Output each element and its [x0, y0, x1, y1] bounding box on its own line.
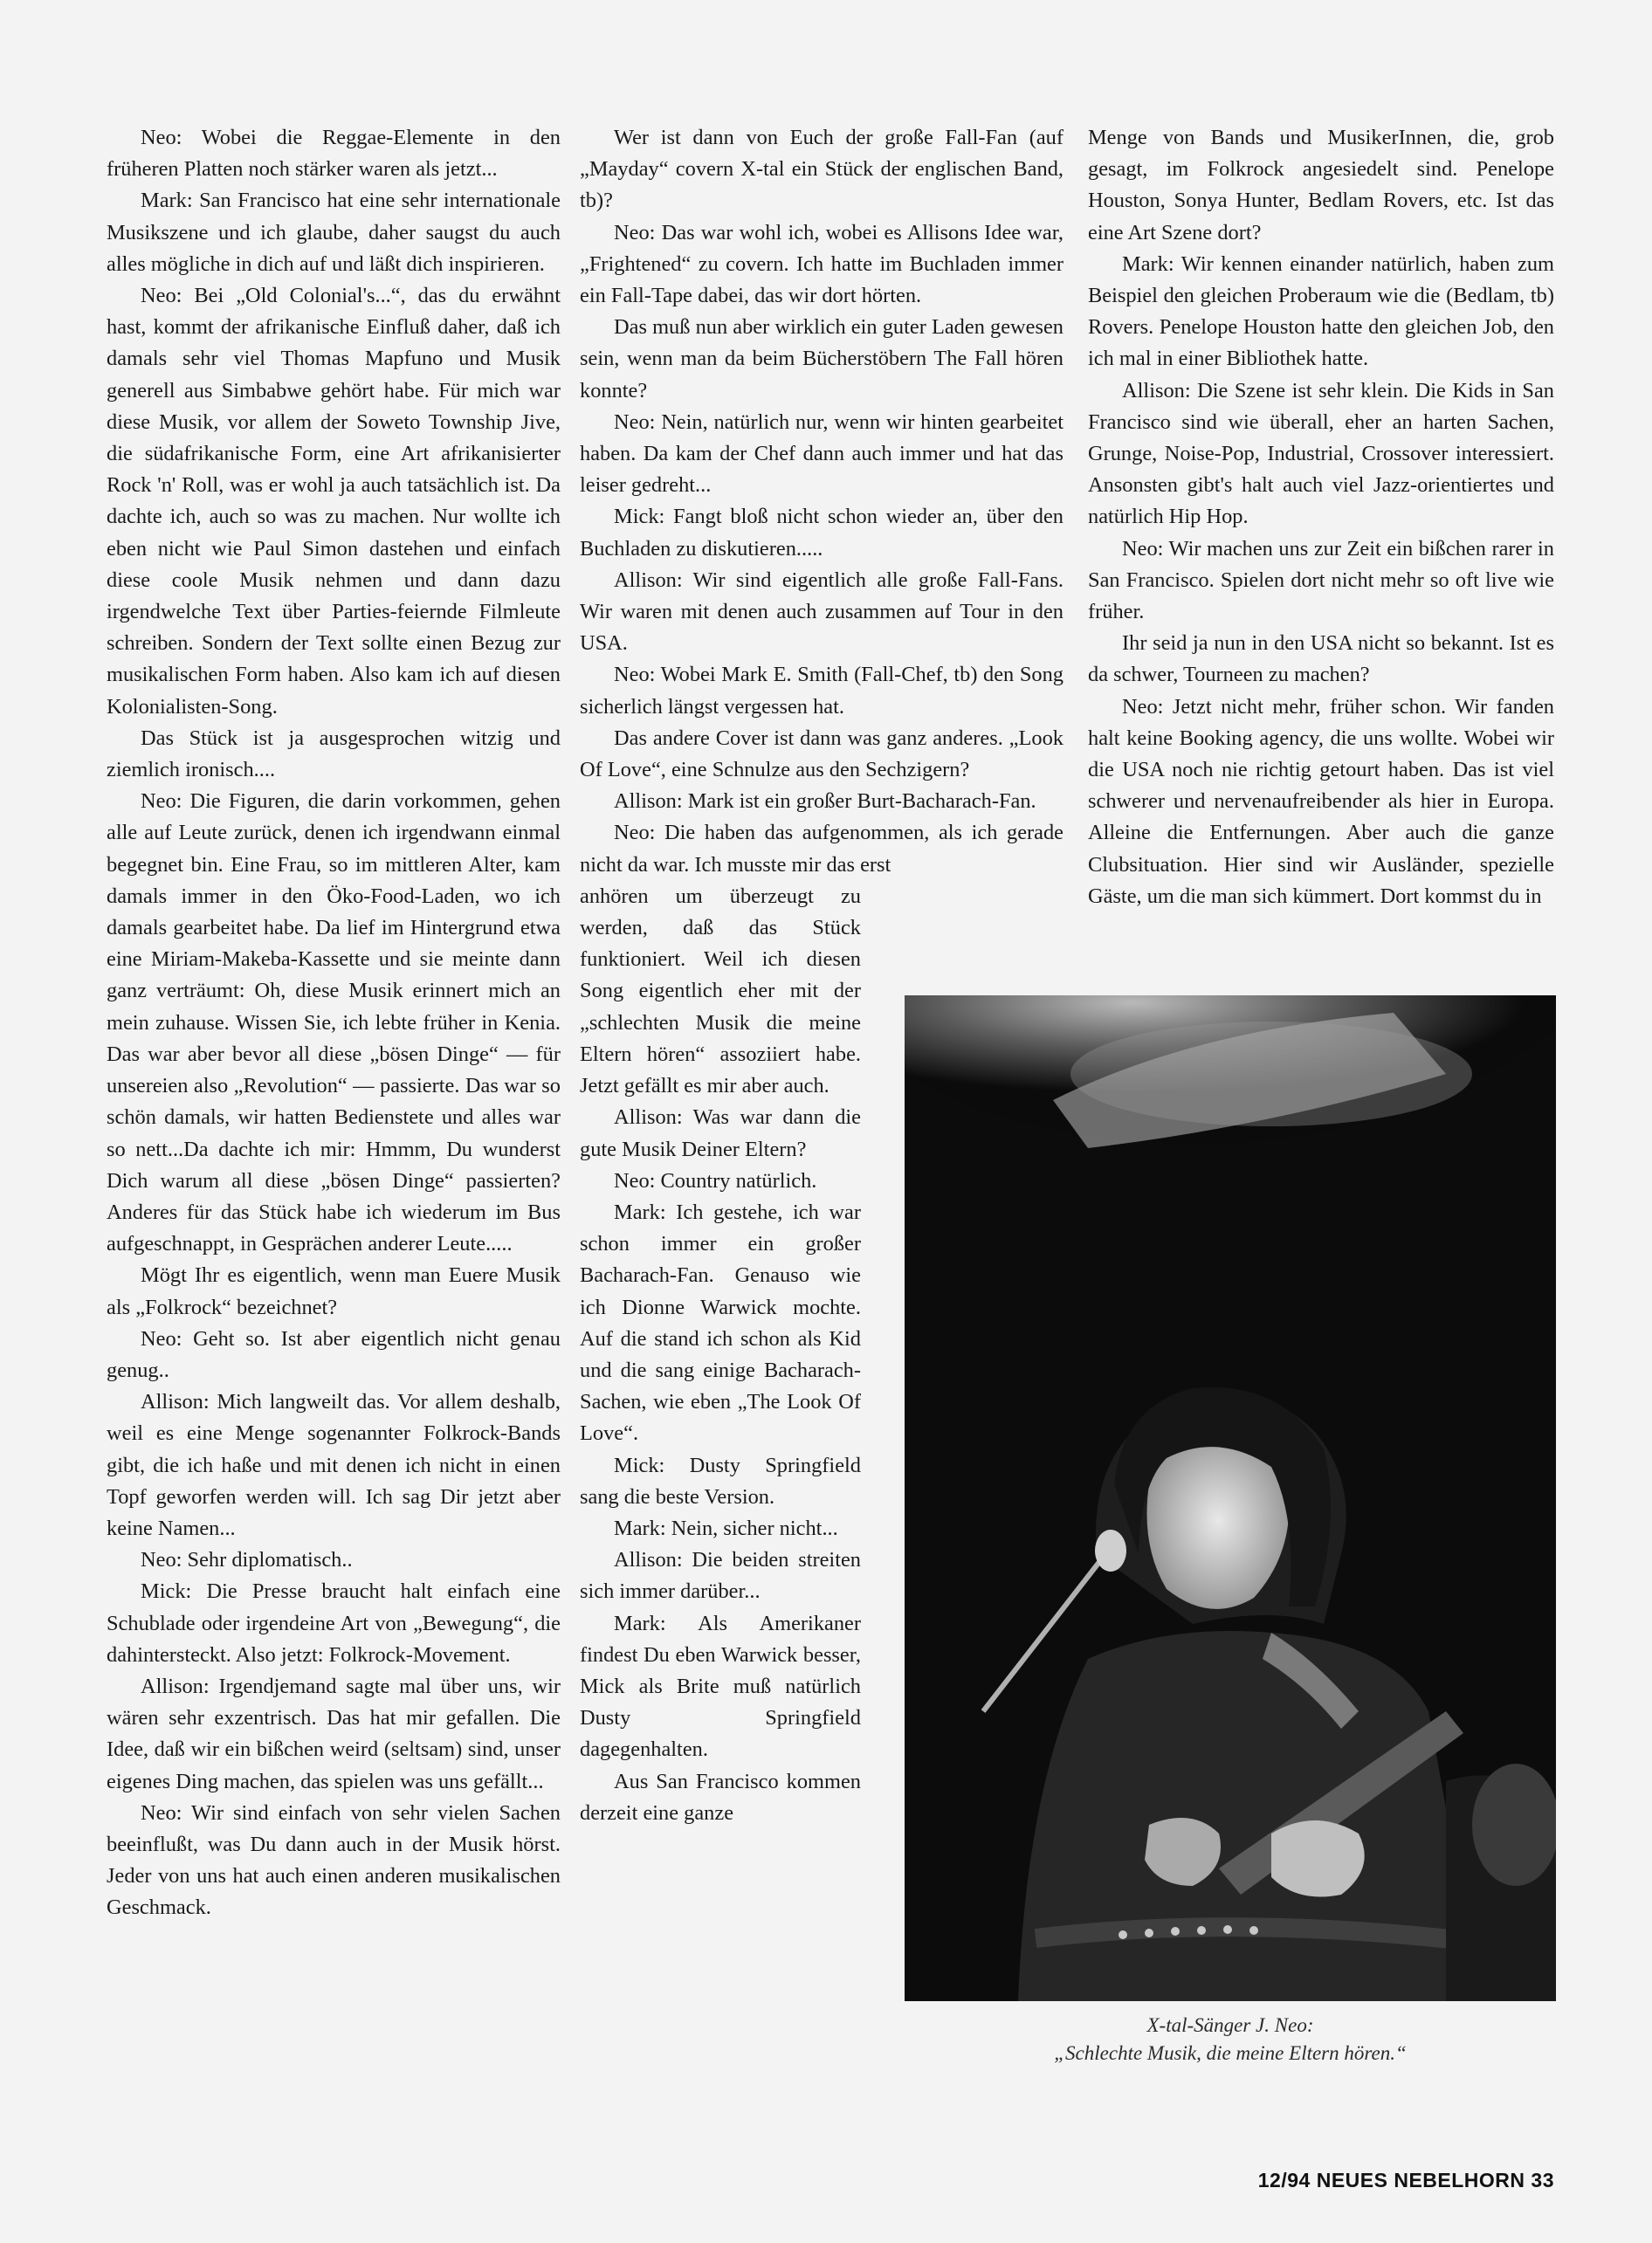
paragraph: Mögt Ihr es eigentlich, wenn man Euere Musik als „Folkrock“ bezeichnet? [107, 1263, 561, 1319]
paragraph: Neo: Country natürlich. [614, 1168, 817, 1193]
paragraph: Mark: Ich gestehe, ich war schon immer ein großer Bacharach-Fan. Genauso wie ich Dionne Warwick mochte. Auf die stand ich schon als Kid und die sang einige Bacharach-Sachen, wie eben „The Look Of Love“. [580, 1200, 861, 1446]
paragraph: Neo: Nein, natürlich nur, wenn wir hinten gearbeitet haben. Da kam der Chef dann auch immer und hat das leiser gedreht... [580, 409, 1063, 498]
paragraph: Ihr seid ja nun in den USA nicht so bekannt. Ist es da schwer, Tourneen zu machen? [1088, 631, 1554, 687]
paragraph: Mick: Dusty Springfield sang die beste Version. [580, 1453, 861, 1509]
paragraph: Aus San Francisco kommen derzeit eine ganze [580, 1769, 861, 1825]
paragraph: Mark: San Francisco hat eine sehr internationale Musikszene und ich glaube, daher saugst du auch alles mögliche in dich auf und läßt dich inspirieren. [107, 189, 561, 276]
paragraph: Neo: Geht so. Ist aber eigentlich nicht genau genug.. [107, 1326, 561, 1382]
paragraph: Mark: Als Amerikaner findest Du eben Warwick besser, Mick als Brite muß natürlich Dusty Springfield dagegenhalten. [580, 1611, 861, 1762]
paragraph: Neo: Die haben das aufgenommen, als ich gerade nicht da war. Ich musste mir das erst [580, 821, 1063, 877]
singer-photo-illustration [905, 995, 1556, 2001]
caption-line-1: X-tal-Sänger J. Neo: [1146, 2014, 1314, 2036]
paragraph: Allison: Mich langweilt das. Vor allem deshalb, weil es eine Menge sogenannter Folkrock-Bands gibt, die ich haße und mit denen ich nicht in einen Topf geworfen werden will. Ich sag Dir jetzt aber keine Namen... [107, 1390, 561, 1540]
paragraph: Allison: Wir sind eigentlich alle große Fall-Fans. Wir waren mit denen auch zusammen auf Tour in den USA. [580, 568, 1063, 656]
paragraph: Mick: Fangt bloß nicht schon wieder an, über den Buchladen zu diskutieren..... [580, 505, 1063, 561]
paragraph: Das muß nun aber wirklich ein guter Laden gewesen sein, wenn man da beim Bücherstöbern The Fall hören konnte? [580, 315, 1063, 403]
paragraph: anhören um überzeugt zu werden, daß das Stück funktioniert. Weil ich diesen Song eigentlich eher mit der „schlechten Musik die meine Eltern hören“ assoziiert habe. Jetzt gefällt es mir aber auch. [580, 884, 861, 1098]
paragraph: Neo: Wobei die Reggae-Elemente in den früheren Platten noch stärker waren als jetzt... [107, 126, 561, 182]
article-column-2-wide [580, 122, 1063, 881]
caption-line-2: „Schlechte Musik, die meine Eltern hören.“ [1054, 2042, 1407, 2064]
paragraph: Neo: Die Figuren, die darin vorkommen, gehen alle auf Leute zurück, denen ich irgendwann einmal begegnet bin. Eine Frau, so im mittleren Alter, kam damals immer in den Öko-Food-Laden, wo ich damals gearbeitet habe. Da lief im Hintergrund etwa eine Miriam-Makeba-Kassette und sie meinte dann ganz verträumt: Oh, diese Musik erinnert mich an mein zuhause. Wissen Sie, ich lebte früher in Kenia. Das war aber bevor all diese „bösen Dinge“ — für unsereien also „Revolution“ — passierte. Das war so schön damals, wir hatten Bedienstete und alles war so nett...Da dachte ich mir: Hmmm, Du wunderst Dich warum all diese „bösen Dinge“ passierten? Anderes für das Stück habe ich wiederum im Bus aufgeschnappt, in Gesprächen anderer Leute..... [107, 789, 561, 1256]
paragraph: Neo: Wir sind einfach von sehr vielen Sachen beeinflußt, was Du dann auch in der Musik hörst. Jeder von uns hat auch einen anderen musikalischen Geschmack. [107, 1800, 561, 1920]
paragraph: Menge von Bands und MusikerInnen, die, grob gesagt, im Folkrock angesiedelt sind. Penelope Houston, Sonya Hunter, Bedlam Rovers, etc. Ist das eine Art Szene dort? [1088, 126, 1554, 244]
paragraph: Neo: Jetzt nicht mehr, früher schon. Wir fanden halt keine Booking agency, die uns wollte. Wobei wir die USA noch nie richtig getourt haben. Das ist viel schwerer und nervenaufreibender als hier in Europa. Alleine die Entfernungen. Aber auch die ganze Clubsituation. Hier sind wir Ausländer, spezielle Gäste, um die man sich kümmert. Dort kommst du in [1088, 694, 1554, 908]
paragraph: Neo: Wobei Mark E. Smith (Fall-Chef, tb) den Song sicherlich längst vergessen hat. [580, 663, 1063, 719]
article-column-3 [1088, 122, 1554, 912]
paragraph: Mick: Die Presse braucht halt einfach eine Schublade oder irgendeine Art von „Bewegung“, die dahintersteckt. Also jetzt: Folkrock-Movement. [107, 1579, 561, 1667]
paragraph: Neo: Sehr diplomatisch.. [141, 1548, 353, 1572]
paragraph: Allison: Irgendjemand sagte mal über uns, wir wären sehr exzentrisch. Das hat mir gefallen. Die Idee, daß wir ein bißchen weird (seltsam) sind, unser eigenes Ding machen, das spielen was uns gefällt... [107, 1674, 561, 1793]
article-column-1 [107, 122, 561, 1924]
paragraph: Neo: Bei „Old Colonial's...“, das du erwähnt hast, kommt der afrikanische Einfluß daher, daß ich damals sehr viel Thomas Mapfuno und Musik generell aus Simbabwe gehört habe. Für mich war diese Musik, vor allem der Soweto Township Jive, die südafrikanische Form, eine Art afrikanisierter Rock 'n' Roll, was er wohl ja auch tatsächlich ist. Da dachte ich, auch so was zu machen. Nur wollte ich eben nicht wie Paul Simon dastehen und einfach diese coole Musik nehmen und dann dazu irgendwelche Text über Parties-feiernde Filmleute schreiben. Sondern der Text sollte einen Bezug zur musikalischen Form haben. Also kam ich auf diesen Kolonialisten-Song. [107, 284, 561, 719]
paragraph: Allison: Mark ist ein großer Burt-Bacharach-Fan. [614, 789, 1036, 814]
photo-caption [905, 2012, 1556, 2068]
article-column-2-narrow [580, 881, 861, 1829]
paragraph: Allison: Was war dann die gute Musik Deiner Eltern? [580, 1105, 861, 1161]
paragraph: Wer ist dann von Euch der große Fall-Fan (auf „Mayday“ covern X-tal ein Stück der englischen Band, tb)? [580, 126, 1063, 213]
paragraph: Neo: Wir machen uns zur Zeit ein bißchen rarer in San Francisco. Spielen dort nicht mehr so oft live wie früher. [1088, 536, 1554, 624]
paragraph: Allison: Die beiden streiten sich immer darüber... [580, 1548, 861, 1604]
paragraph: Das Stück ist ja ausgesprochen witzig und ziemlich ironisch.... [107, 726, 561, 782]
paragraph: Neo: Das war wohl ich, wobei es Allisons Idee war, „Frightened“ zu covern. Ich hatte im Buchladen immer ein Fall-Tape dabei, das wir dort hörten. [580, 220, 1063, 308]
paragraph: Das andere Cover ist dann was ganz anderes. „Look Of Love“, eine Schnulze aus den Sechzigern? [580, 726, 1063, 782]
paragraph: Mark: Nein, sicher nicht... [614, 1516, 838, 1540]
concert-photo [905, 995, 1556, 2001]
page-footer-folio: 12/94 NEUES NEBELHORN 33 [1257, 2169, 1554, 2191]
paragraph: Allison: Die Szene ist sehr klein. Die Kids in San Francisco sind wie überall, eher an harten Sachen, Grunge, Noise-Pop, Industrial, Crossover interessiert. Ansonsten gibt's halt auch viel Jazz-orientiertes und natürlich Hip Hop. [1088, 378, 1554, 529]
paragraph: Mark: Wir kennen einander natürlich, haben zum Beispiel den gleichen Proberaum wie die (Bedlam, tb) Rovers. Penelope Houston hatte den gleichen Job, den ich mal in einer Bibliothek hatte. [1088, 251, 1554, 371]
